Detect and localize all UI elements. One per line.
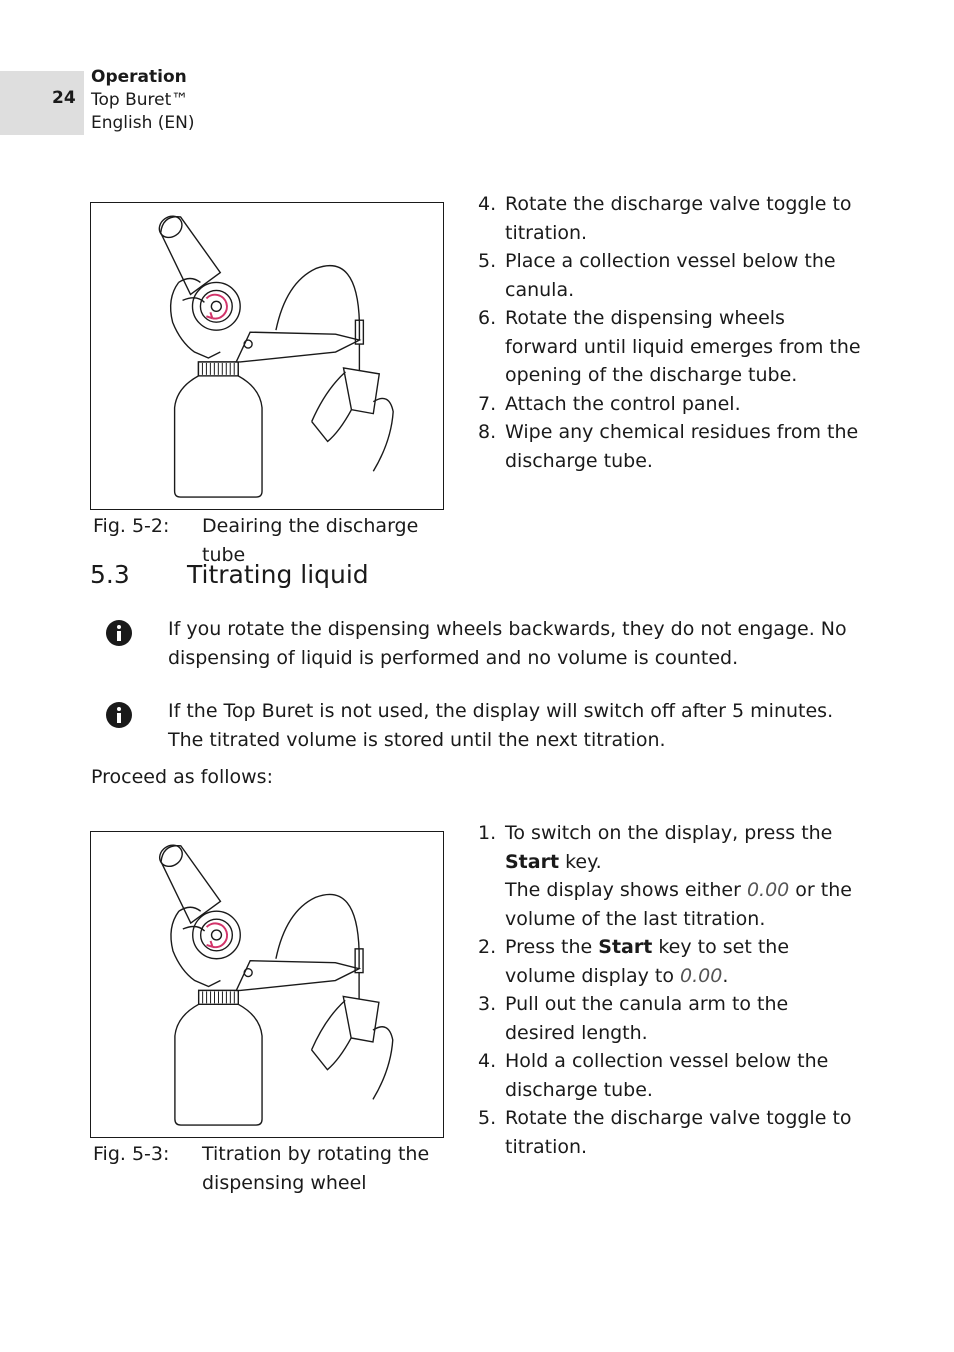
buret-illustration-1 bbox=[91, 203, 443, 509]
buret-illustration-2 bbox=[91, 832, 443, 1137]
figure-caption-text: Deairing the discharge tube bbox=[202, 515, 419, 566]
display-value: 0.00 bbox=[746, 879, 790, 901]
intro-text: Proceed as follows: bbox=[91, 766, 273, 788]
list-item: 8. Wipe any chemical residues from the discharge tube. bbox=[478, 421, 859, 472]
list-item: 7. Attach the control panel. bbox=[478, 392, 741, 415]
header-chapter: Operation bbox=[91, 67, 187, 87]
figure-titration-illustration bbox=[90, 831, 444, 1138]
section-number: 5.3 bbox=[90, 560, 130, 589]
list-item: 5. Rotate the discharge valve toggle to titration. bbox=[478, 1107, 852, 1158]
page-number: 24 bbox=[52, 88, 76, 108]
list-item: 3. Pull out the canula arm to the desired length. bbox=[478, 993, 789, 1044]
list-item: 2. Press the Start key to set the volume display to 0.00. bbox=[478, 936, 790, 987]
list-item: 5. Place a collection vessel below the canula. bbox=[478, 250, 836, 301]
running-header bbox=[91, 66, 195, 135]
figure-label: Fig. 5-2: bbox=[93, 515, 170, 537]
figure-label: Fig. 5-3: bbox=[93, 1143, 170, 1165]
figure-dearing-illustration bbox=[90, 202, 444, 510]
display-value: 0.00 bbox=[680, 964, 723, 987]
list-item: 4. Hold a collection vessel below the discharge tube. bbox=[478, 1050, 829, 1101]
info-note-text: If you rotate the dispensing wheels backwards, they do not engage. No dispensing of liquid is performed and no volume is counted. bbox=[168, 618, 847, 669]
section-heading bbox=[90, 560, 369, 589]
info-icon bbox=[106, 702, 132, 728]
list-item: 4. Rotate the discharge valve toggle to titration. bbox=[478, 193, 852, 244]
list-item: 1. To switch on the display, press the Start key. The display shows either 0.00 or the volume of the last titration. bbox=[478, 822, 852, 930]
header-language: English (EN) bbox=[91, 113, 195, 133]
section-title: Titrating liquid bbox=[187, 560, 369, 589]
steps-list-dearing bbox=[478, 190, 863, 475]
header-product: Top Buret™ bbox=[91, 90, 189, 110]
info-note bbox=[106, 697, 866, 757]
info-icon bbox=[106, 620, 132, 646]
figure-caption-text: Titration by rotating the dispensing wheel bbox=[202, 1143, 430, 1194]
info-note bbox=[106, 615, 866, 675]
info-note-text: If the Top Buret is not used, the display will switch off after 5 minutes. The titrated volume is stored until the next titration. bbox=[168, 700, 834, 751]
steps-list-titration bbox=[478, 819, 863, 1161]
list-item: 6. Rotate the dispensing wheels forward until liquid emerges from the opening of the discharge tube. bbox=[478, 307, 861, 386]
